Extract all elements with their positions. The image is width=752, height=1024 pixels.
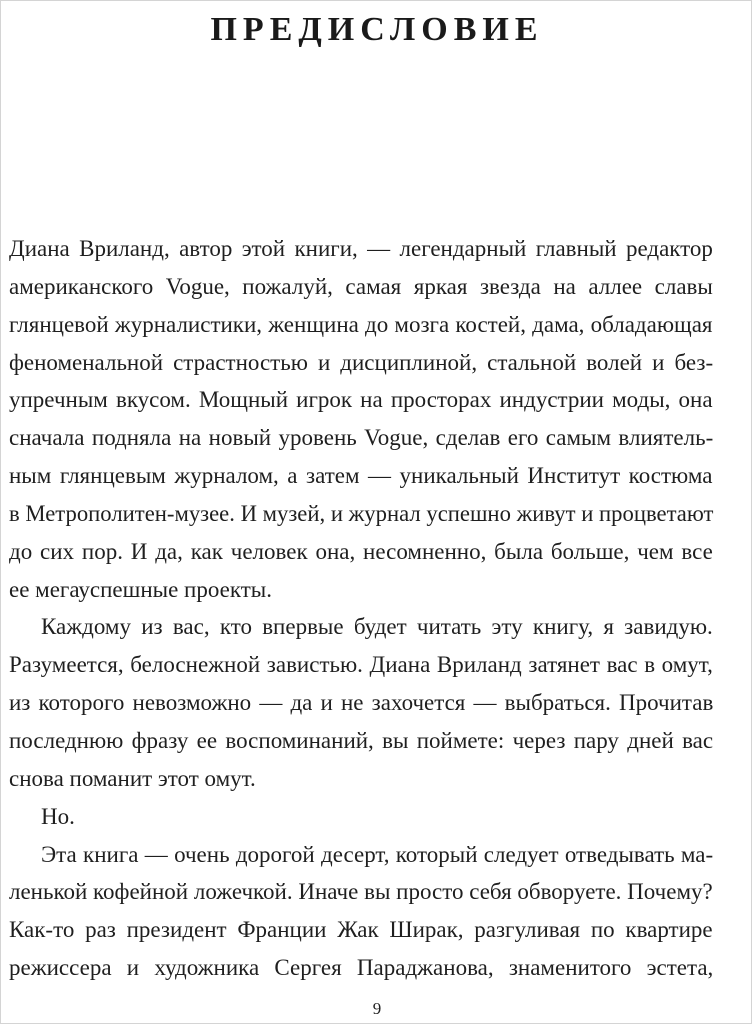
line-text: Эта книга — очень дорогой десерт, который следует отведывать ма- — [41, 841, 714, 867]
line-text: последнюю фразу ее воспоминаний, вы поймете: через пару дней вас — [9, 727, 714, 753]
text-line — [9, 684, 713, 722]
page-number: 9 — [372, 999, 382, 1018]
text-line — [9, 571, 713, 609]
line-text: снова поманит этот омут. — [9, 765, 256, 791]
text-line — [9, 911, 713, 949]
line-text: в Метрополитен-музее. И музей, и журнал успешно живут и процветают — [9, 500, 714, 526]
line-text: глянцевой журналистики, женщина до мозга костей, дама, обладающая — [9, 311, 713, 337]
text-line — [9, 419, 713, 457]
text-line — [9, 798, 713, 836]
line-text: ным глянцевым журналом, а затем — уникальный Институт костюма — [9, 463, 713, 489]
line-text: до сих пор. И да, как человек она, несомненно, была больше, чем все — [9, 538, 713, 564]
text-line — [9, 495, 713, 533]
line-text: американского Vogue, пожалуй, самая яркая звезда на аллее славы — [9, 273, 713, 299]
text-line — [9, 306, 713, 344]
chapter-title: ПРЕДИСЛОВИЕ — [210, 11, 544, 48]
text-line — [9, 344, 713, 382]
line-text: ленькой кофейной ложечкой. Иначе вы просто себя обворуете. Почему? — [9, 879, 713, 905]
text-line — [9, 646, 713, 684]
line-text: Как-то раз президент Франции Жак Ширак, разгуливая по квартире — [9, 917, 713, 943]
text-line — [9, 722, 713, 760]
text-line — [9, 873, 713, 911]
line-text: феноменальной страстностью и дисциплиной, стальной волей и без- — [9, 349, 714, 375]
text-line — [9, 381, 713, 419]
line-text: Диана Вриланд, автор этой книги, — легендарный главный редактор — [9, 236, 713, 261]
text-line — [9, 836, 713, 874]
text-line — [9, 230, 713, 268]
line-text: сначала подняла на новый уровень Vogue, сделав его самым влиятель- — [9, 425, 714, 451]
line-text: из которого невозможно — да и не захочется — выбраться. Прочитав — [9, 690, 714, 716]
text-line — [9, 608, 713, 646]
line-text: Разумеется, белоснежной завистью. Диана Вриланд затянет вас в омут, — [9, 652, 713, 678]
text-line — [9, 457, 713, 495]
line-text: режиссера и художника Сергея Параджанова, знаменитого эстета, — [9, 955, 714, 981]
line-text: ее мегауспешные проекты. — [9, 576, 272, 602]
text-line — [9, 268, 713, 306]
text-line — [9, 533, 713, 571]
line-text: упречным вкусом. Мощный игрок на просторах индустрии моды, она — [9, 387, 713, 413]
body-text — [9, 230, 713, 987]
line-text: Но. — [41, 803, 75, 829]
text-line — [9, 949, 713, 987]
text-line — [9, 760, 713, 798]
line-text: Каждому из вас, кто впервые будет читать эту книгу, я завидую. — [41, 614, 713, 640]
